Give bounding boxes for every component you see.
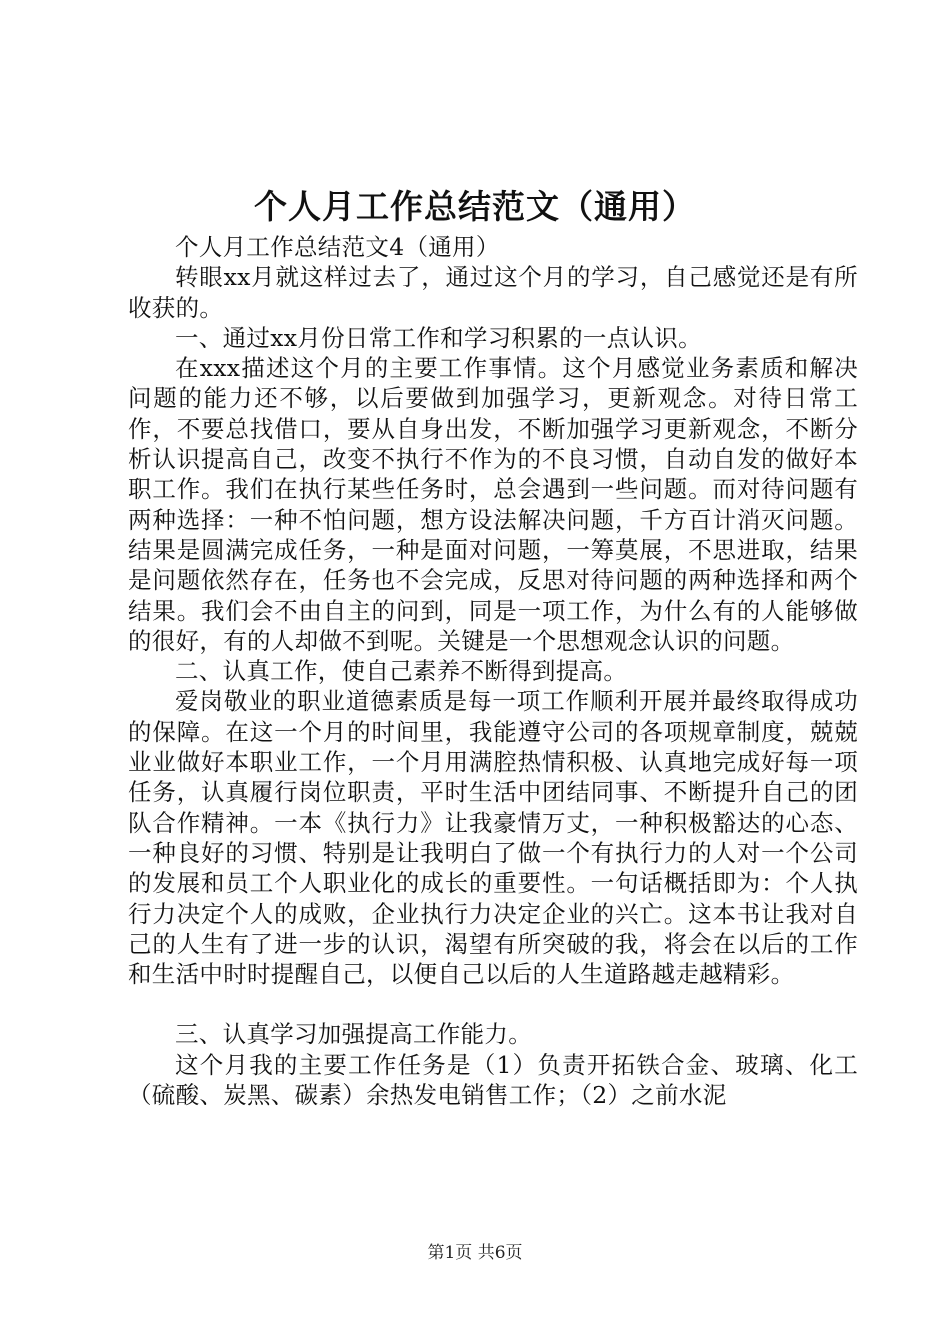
subtitle-paragraph: 个人月工作总结范文4（通用） [175, 233, 500, 261]
section-heading-1: 一、通过xx月份日常工作和学习积累的一点认识。 [175, 323, 702, 352]
document-title: 个人月工作总结范文（通用） [254, 187, 696, 226]
intro-paragraph: 转眼xx月就这样过去了，通过这个月的学习，自己感觉还是有所收获的。 [128, 263, 858, 322]
document-body [128, 232, 858, 1110]
body-paragraph: 在xxx描述这个月的主要工作事情。这个月感觉业务素质和解决问题的能力还不够，以后要做到加强学习，更新观念。对待日常工作，不要总找借口，要从自身出发，不断加强学习更新观念，不断分析认识提高自己，改变不执行不作为的不良习惯，自动自发的做好本职工作。我们在执行某些任务时，总会遇到一些问题。而对待问题有两种选择：一种不怕问题，想方设法解决问题，千方百计消灭问题。结果是圆满完成任务，一种是面对问题，一筹莫展，不思进取，结果是问题依然存在，任务也不会完成，反思对待问题的两种选择和两个结果。我们会不由自主的问到，同是一项工作，为什么有的人能够做的很好，有的人却做不到呢。关键是一个思想观念认识的问题。 [128, 354, 858, 655]
body-paragraph: 爱岗敬业的职业道德素质是每一项工作顺利开展并最终取得成功的保障。在这一个月的时间里，我能遵守公司的各项规章制度，兢兢业业做好本职业工作，一个月用满腔热情积极、认真地完成好每一项任务，认真履行岗位职责，平时生活中团结同事、不断提升自己的团队合作精神。一本《执行力》让我豪情万丈，一种积极豁达的心态、一种良好的习惯、特别是让我明白了做一个有执行力的人对一个公司的发展和员工个人职业化的成长的重要性。一句话概括即为：个人执行力决定个人的成败，企业执行力决定企业的兴亡。这本书让我对自己的人生有了进一步的认识，渴望有所突破的我，将会在以后的工作和生活中时时提醒自己，以便自己以后的人生道路越走越精彩。 [128, 687, 858, 989]
section-heading-2: 二、认真工作，使自己素养不断得到提高。 [175, 657, 628, 686]
body-paragraph: 这个月我的主要工作任务是（1）负责开拓铁合金、玻璃、化工（硫酸、炭黑、碳素）余热发电销售工作；（2）之前水泥 [128, 1050, 858, 1110]
section-heading-3: 三、认真学习加强提高工作能力。 [175, 1020, 532, 1049]
page-footer: 第1页 共6页 [427, 1243, 523, 1263]
